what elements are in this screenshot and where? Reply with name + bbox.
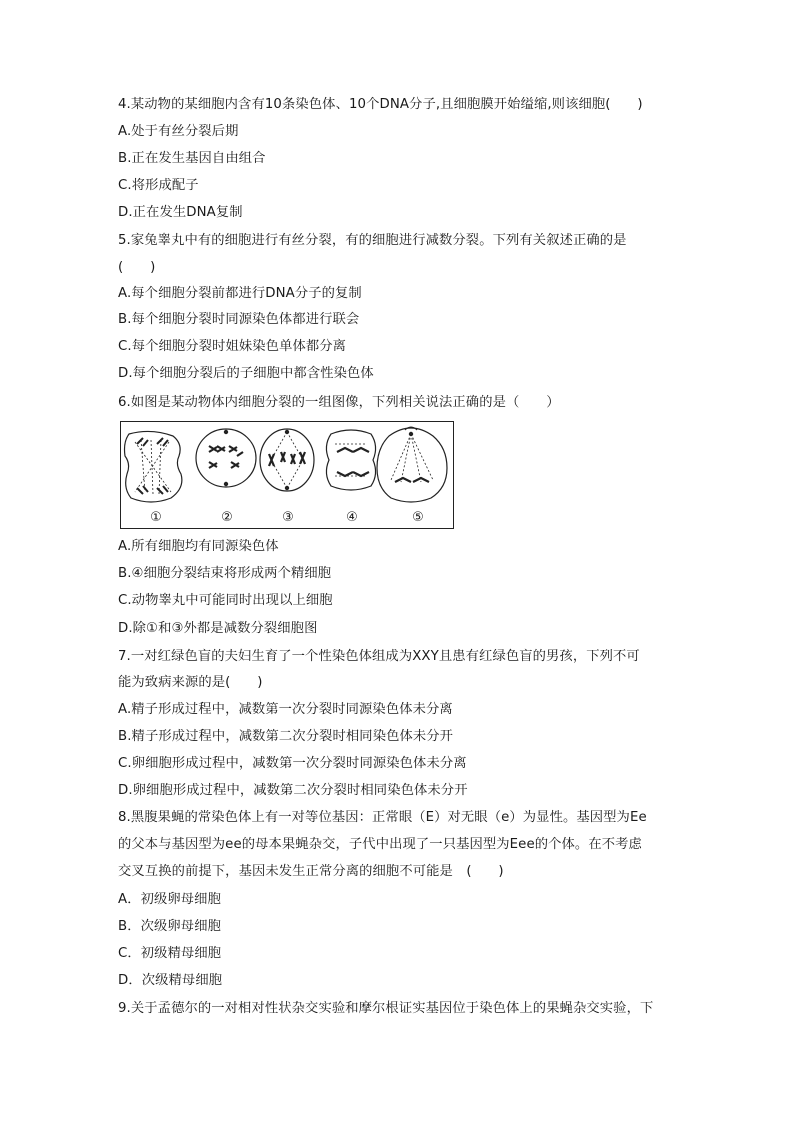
q6-option-d: D.除①和③外都是减数分裂细胞图	[118, 621, 318, 636]
q5-option-a: A.每个细胞分裂前都进行DNA分子的复制	[118, 286, 362, 301]
q6-option-b: B.④细胞分裂结束将形成两个精细胞	[118, 566, 332, 581]
figure-label-3: ③	[282, 510, 294, 525]
q8-option-c: C．初级精母细胞	[118, 946, 222, 961]
figure-label-5: ⑤	[412, 510, 424, 525]
q6-option-c: C.动物睾丸中可能同时出现以上细胞	[118, 593, 333, 608]
q7-stem-cont: 能为致病来源的是( )	[118, 675, 263, 690]
q5-option-c: C.每个细胞分裂时姐妹染色单体都分离	[118, 339, 347, 354]
q8-option-d: D．次级精母细胞	[118, 973, 223, 988]
q8-stem-cont2: 交叉互换的前提下，基因未发生正常分离的细胞不可能是 ( )	[118, 864, 504, 879]
q5-option-d: D.每个细胞分裂后的子细胞中都含性染色体	[118, 366, 374, 381]
q4-option-c: C.将形成配子	[118, 178, 199, 193]
cell-3-drawing	[260, 429, 314, 491]
q5-stem-cont: ( )	[118, 260, 156, 275]
q7-option-a: A.精子形成过程中，减数第一次分裂时同源染色体未分离	[118, 702, 453, 717]
cell-2-drawing	[196, 429, 256, 487]
cell-1-drawing	[125, 431, 182, 502]
q4-option-a: A.处于有丝分裂后期	[118, 124, 239, 139]
figure-label-1: ①	[150, 510, 162, 525]
q7-stem: 7.一对红绿色盲的夫妇生育了一个性染色体组成为XXY且患有红绿色盲的男孩，下列不可	[118, 649, 640, 664]
cell-division-figure	[120, 421, 454, 529]
cell-5-drawing	[377, 427, 447, 502]
q8-stem-cont1: 的父本与基因型为ee的母本果蝇杂交，子代中出现了一只基因型为Eee的个体。在不考虑	[118, 837, 642, 852]
q9-stem: 9.关于孟德尔的一对相对性状杂交实验和摩尔根证实基因位于染色体上的果蝇杂交实验，下	[118, 1001, 654, 1016]
q7-option-b: B.精子形成过程中，减数第二次分裂时相同染色体未分开	[118, 729, 454, 744]
cell-4-drawing	[326, 430, 375, 490]
figure-label-4: ④	[346, 510, 358, 525]
q6-stem: 6.如图是某动物体内细胞分裂的一组图像，下列相关说法正确的是（ ）	[118, 395, 560, 410]
q8-option-b: B．次级卵母细胞	[118, 919, 221, 934]
q4-option-d: D.正在发生DNA复制	[118, 205, 243, 220]
q4-option-b: B.正在发生基因自由组合	[118, 151, 266, 166]
q6-option-a: A.所有细胞均有同源染色体	[118, 539, 279, 554]
q8-option-a: A．初级卵母细胞	[118, 892, 221, 907]
q4-stem: 4.某动物的某细胞内含有10条染色体、10个DNA分子,且细胞膜开始缢缩,则该细胞( )	[118, 97, 643, 112]
q7-option-c: C.卵细胞形成过程中，减数第一次分裂时同源染色体未分离	[118, 756, 467, 771]
q5-option-b: B.每个细胞分裂时同源染色体都进行联会	[118, 312, 360, 327]
q5-stem: 5.家兔睾丸中有的细胞进行有丝分裂，有的细胞进行减数分裂。下列有关叙述正确的是	[118, 233, 627, 248]
figure-label-2: ②	[221, 510, 233, 525]
q7-option-d: D.卵细胞形成过程中，减数第二次分裂时相同染色体未分开	[118, 783, 468, 798]
q8-stem: 8.黑腹果蝇的常染色体上有一对等位基因：正常眼（E）对无眼（e）为显性。基因型为Ee	[118, 810, 647, 825]
